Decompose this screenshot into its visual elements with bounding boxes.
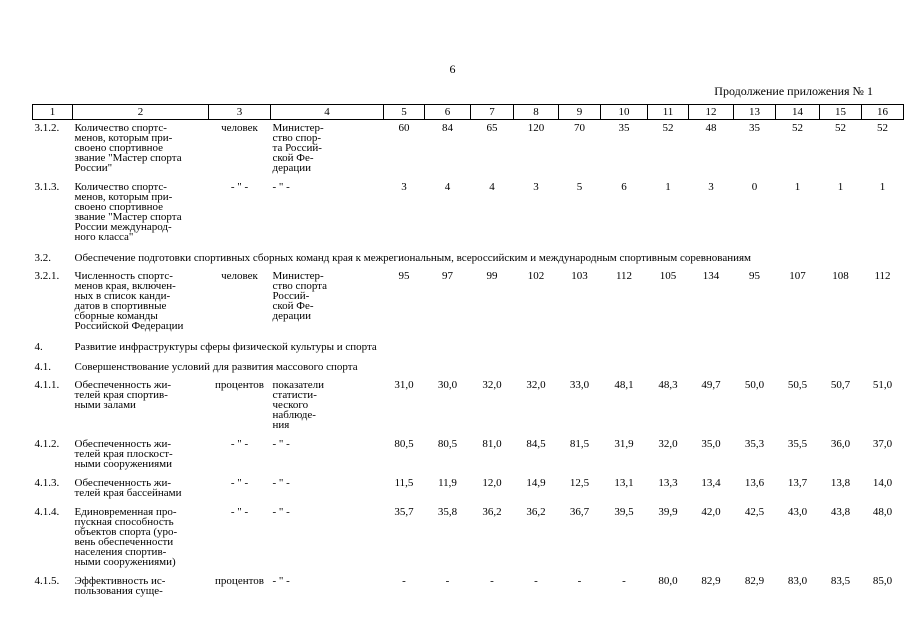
value-cell: 12,5: [569, 477, 590, 489]
value-cell: 82,9: [744, 575, 765, 587]
unit-of-measure: процентов: [215, 575, 264, 587]
value-cell: 36,2: [526, 506, 546, 518]
table-row: [33, 120, 904, 180]
unit-of-measure: - " -: [230, 506, 249, 518]
column-header-4: 4: [271, 105, 384, 120]
value-cell: 11,5: [394, 477, 414, 489]
value-cell: 42,5: [744, 506, 765, 518]
indicator-name: Количество спортс- менов, которым при- своено спортивное звание "Мастер спорта России": [74, 122, 182, 174]
indicators-table: [32, 104, 904, 602]
value-cell: 120: [527, 122, 545, 134]
value-cell: 31,9: [614, 438, 634, 450]
continuation-label: Продолжение приложения № 1: [714, 84, 873, 98]
column-header-14: 14: [776, 105, 820, 120]
value-cell: 84,5: [526, 438, 546, 450]
value-cell: 48,3: [658, 379, 678, 391]
indicator-name: Обеспеченность жи- телей края бассейнами: [74, 477, 182, 499]
value-cell: -: [534, 575, 538, 587]
section-title: Совершенствование условий для развития массового спорта: [74, 361, 358, 373]
indicator-name: Обеспеченность жи- телей края спортив- ными залами: [74, 379, 171, 411]
value-cell: 81,5: [569, 438, 590, 450]
value-cell: 95: [749, 270, 760, 282]
unit-of-measure: процентов: [215, 379, 264, 391]
value-cell: 3: [708, 181, 714, 193]
value-cell: 3: [401, 181, 407, 193]
value-cell: 36,7: [569, 506, 590, 518]
unit-of-measure: - " -: [230, 477, 249, 489]
value-cell: 3: [533, 181, 539, 193]
unit-of-measure: человек: [221, 270, 258, 282]
column-header-7: 7: [471, 105, 514, 120]
value-cell: 52: [662, 122, 674, 134]
value-cell: 14,9: [526, 477, 546, 489]
value-cell: 52: [835, 122, 846, 134]
value-cell: 43,0: [787, 506, 808, 518]
value-cell: 39,9: [658, 506, 678, 518]
value-cell: 42,0: [701, 506, 721, 518]
table-row: [33, 179, 904, 248]
row-number: 4.1.4.: [34, 506, 60, 518]
value-cell: -: [445, 575, 450, 587]
data-source: - " -: [272, 575, 290, 587]
value-cell: -: [490, 575, 494, 587]
value-cell: 97: [442, 270, 453, 282]
value-cell: 81,0: [482, 438, 502, 450]
value-cell: 35,3: [744, 438, 765, 450]
table-row: [33, 573, 904, 602]
row-number: 3.2.1.: [34, 270, 60, 282]
value-cell: 83,5: [830, 575, 851, 587]
row-number: 3.1.3.: [34, 181, 60, 193]
data-source: Министер- ство спорта Россий- ской Фе- дерации: [272, 270, 328, 322]
row-number: 4.1.2.: [34, 438, 60, 450]
value-cell: -: [622, 575, 626, 587]
value-cell: 30,0: [437, 379, 458, 391]
value-cell: 39,5: [614, 506, 634, 518]
column-header-13: 13: [734, 105, 776, 120]
value-cell: 99: [486, 270, 498, 282]
value-cell: 84: [442, 122, 453, 134]
value-cell: 112: [615, 270, 633, 282]
value-cell: 50,0: [744, 379, 765, 391]
value-cell: 43,8: [830, 506, 851, 518]
value-cell: 48,0: [872, 506, 893, 518]
value-cell: 35,5: [787, 438, 808, 450]
data-source: - " -: [272, 477, 290, 489]
value-cell: 31,0: [394, 379, 414, 391]
data-source: Министер- ство спор- та Россий- ской Фе- дерации: [272, 122, 324, 174]
indicator-name: Количество спортс- менов, которым при- своено спортивное звание "Мастер спорта России международ- ного класса": [74, 181, 182, 243]
table-row: [33, 475, 904, 504]
section-title: Обеспечение подготовки спортивных сборных команд края к межрегиональным, всероссийским и международным спортивным соревнованиям: [74, 252, 752, 264]
value-cell: 52: [877, 122, 888, 134]
value-cell: -: [577, 575, 582, 587]
value-cell: 35,0: [701, 438, 721, 450]
value-cell: 12,0: [482, 477, 502, 489]
value-cell: 80,0: [658, 575, 678, 587]
data-source: - " -: [272, 506, 290, 518]
row-number: 4.1.5.: [34, 575, 60, 587]
value-cell: -: [402, 575, 406, 587]
row-number: 4.: [34, 341, 43, 353]
indicator-name: Эффективность ис- пользования суще-: [74, 575, 166, 597]
value-cell: 11,9: [438, 477, 457, 489]
row-number: 4.1.1.: [34, 379, 60, 391]
value-cell: 103: [571, 270, 588, 282]
section-row: [33, 357, 904, 377]
value-cell: 65: [486, 122, 498, 134]
value-cell: 1: [665, 181, 671, 193]
value-cell: 49,7: [701, 379, 721, 391]
value-cell: 14,0: [872, 477, 893, 489]
value-cell: 4: [489, 181, 495, 193]
column-header-12: 12: [689, 105, 734, 120]
data-source: показатели статисти- ческого наблюде- ния: [272, 379, 324, 431]
table-row: [33, 377, 904, 436]
value-cell: 83,0: [787, 575, 808, 587]
value-cell: 37,0: [872, 438, 893, 450]
column-header-8: 8: [514, 105, 559, 120]
row-number: 3.1.2.: [34, 122, 60, 134]
value-cell: 1: [879, 181, 886, 193]
row-number: 3.2.: [34, 252, 51, 264]
value-cell: 32,0: [658, 438, 678, 450]
column-header-10: 10: [601, 105, 648, 120]
value-cell: 6: [621, 181, 627, 193]
value-cell: 112: [874, 270, 891, 282]
value-cell: 107: [789, 270, 806, 282]
indicator-name: Обеспеченность жи- телей края плоскост- ными сооружениями: [74, 438, 173, 470]
value-cell: 70: [574, 122, 585, 134]
column-header-16: 16: [862, 105, 904, 120]
value-cell: 36,0: [830, 438, 851, 450]
column-header-2: 2: [73, 105, 209, 120]
row-number: 4.1.: [34, 361, 51, 373]
value-cell: 1: [794, 181, 801, 193]
value-cell: 4: [444, 181, 451, 193]
value-cell: 13,7: [787, 477, 808, 489]
indicator-name: Численность спортс- менов края, включен- ных в список канди- датов в спортивные сборные команды Российской Федерации: [74, 270, 184, 332]
value-cell: 5: [576, 181, 583, 193]
value-cell: 82,9: [701, 575, 721, 587]
value-cell: 134: [702, 270, 720, 282]
value-cell: 36,2: [482, 506, 502, 518]
column-header-11: 11: [648, 105, 689, 120]
value-cell: 33,0: [569, 379, 590, 391]
table-row: [33, 504, 904, 573]
value-cell: 51,0: [872, 379, 893, 391]
table-header-row: [33, 105, 904, 120]
value-cell: 32,0: [482, 379, 502, 391]
column-header-6: 6: [425, 105, 471, 120]
value-cell: 13,4: [701, 477, 721, 489]
value-cell: 50,5: [787, 379, 808, 391]
column-header-5: 5: [384, 105, 425, 120]
section-row: [33, 248, 904, 268]
indicator-name: Единовременная про- пускная способность объектов спорта (уро- вень обеспеченности населения спортив- ными сооружениями): [74, 506, 178, 568]
unit-of-measure: - " -: [230, 438, 249, 450]
value-cell: 32,0: [526, 379, 546, 391]
data-source: - " -: [272, 438, 290, 450]
table-row: [33, 268, 904, 337]
value-cell: 35,7: [394, 506, 414, 518]
data-source: - " -: [272, 181, 290, 193]
value-cell: 108: [832, 270, 849, 282]
value-cell: 0: [751, 181, 758, 193]
value-cell: 95: [398, 270, 410, 282]
value-cell: 48,1: [614, 379, 634, 391]
column-header-3: 3: [209, 105, 271, 120]
value-cell: 85,0: [872, 575, 893, 587]
column-header-1: 1: [33, 105, 73, 120]
unit-of-measure: - " -: [230, 181, 249, 193]
value-cell: 13,1: [614, 477, 634, 489]
value-cell: 1: [837, 181, 844, 193]
value-cell: 80,5: [437, 438, 458, 450]
column-header-15: 15: [820, 105, 862, 120]
value-cell: 35: [749, 122, 760, 134]
value-cell: 13,3: [658, 477, 678, 489]
value-cell: 35: [618, 122, 630, 134]
value-cell: 105: [659, 270, 677, 282]
value-cell: 102: [527, 270, 545, 282]
value-cell: 13,6: [744, 477, 765, 489]
table-row: [33, 436, 904, 475]
section-row: [33, 337, 904, 357]
value-cell: 60: [398, 122, 410, 134]
value-cell: 50,7: [830, 379, 851, 391]
value-cell: 48: [705, 122, 717, 134]
column-header-9: 9: [559, 105, 601, 120]
value-cell: 13,8: [830, 477, 851, 489]
section-title: Развитие инфраструктуры сферы физической культуры и спорта: [74, 341, 377, 353]
value-cell: 52: [792, 122, 803, 134]
value-cell: 35,8: [437, 506, 458, 518]
row-number: 4.1.3.: [34, 477, 60, 489]
value-cell: 80,5: [394, 438, 414, 450]
page-number: 6: [449, 62, 456, 76]
unit-of-measure: человек: [221, 122, 258, 134]
